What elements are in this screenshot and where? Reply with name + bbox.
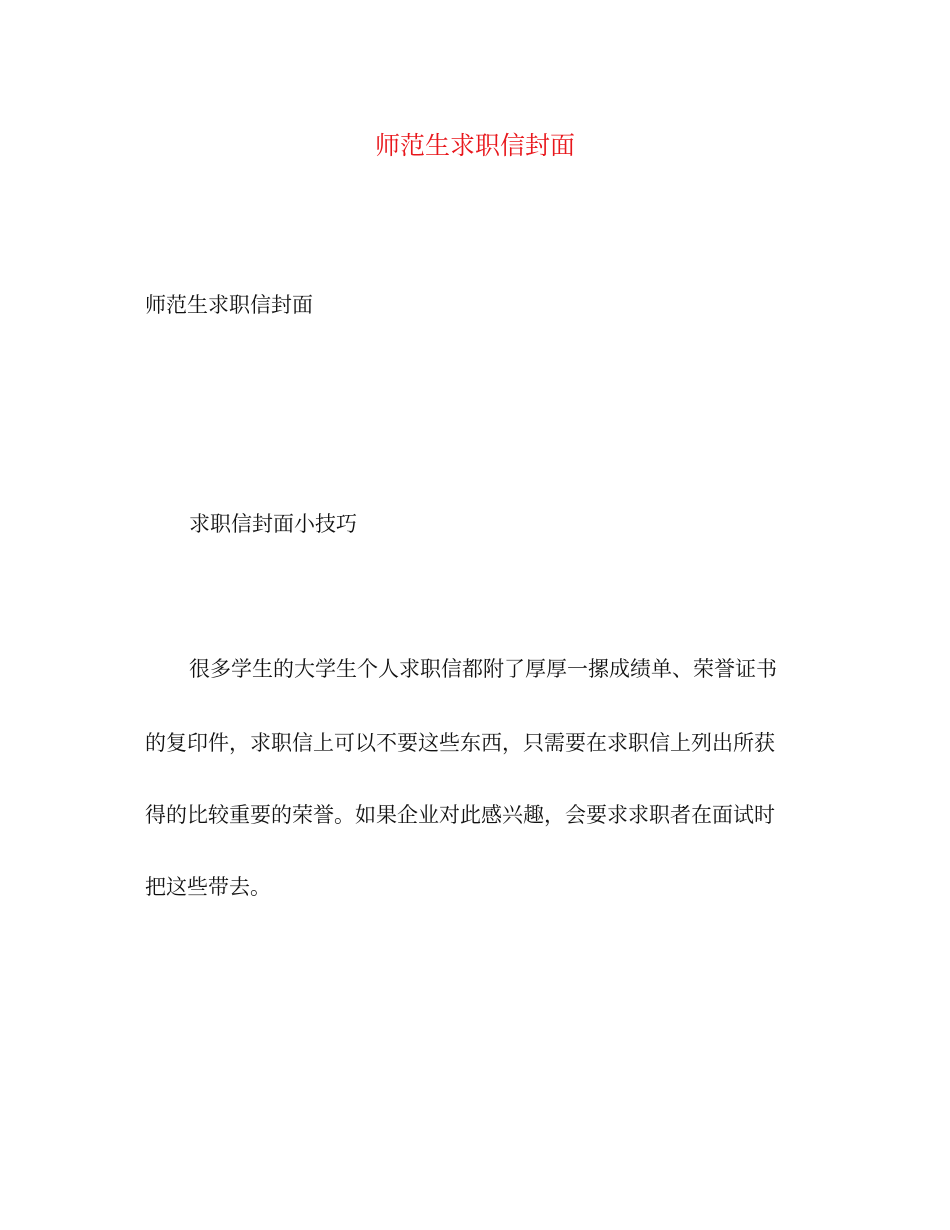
document-subtitle: 师范生求职信封面 xyxy=(145,293,313,317)
body-line: 得的比较重要的荣誉。如果企业对此感兴趣，会要求求职者在面试时 xyxy=(145,803,775,827)
page-title: 师范生求职信封面 xyxy=(374,131,575,160)
body-line: 把这些带去。 xyxy=(145,875,271,899)
section-heading: 求职信封面小技巧 xyxy=(189,512,357,536)
body-line: 很多学生的大学生个人求职信都附了厚厚一摞成绩单、荣誉证书 xyxy=(189,657,777,681)
body-line: 的复印件，求职信上可以不要这些东西，只需要在求职信上列出所获 xyxy=(145,731,775,755)
